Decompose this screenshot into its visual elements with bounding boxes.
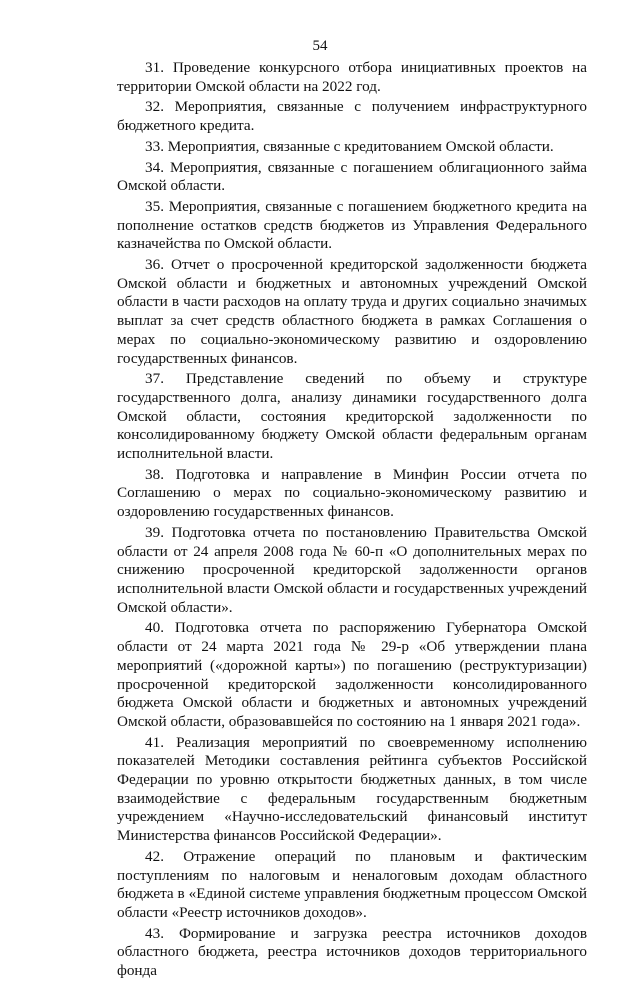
paragraph-33: 33. Мероприятия, связанные с кредитованием Омской области. — [145, 137, 554, 155]
paragraph-38: 38. Подготовка и направление в Минфин России отчета по Соглашению о мерах по социально-экономическому развитию и оздоровлению государственных финансов. — [117, 465, 587, 521]
paragraph-34: 34. Мероприятия, связанные с погашением облигационного займа Омской области. — [117, 158, 587, 195]
paragraph-36: 36. Отчет о просроченной кредиторской задолженности бюджета Омской области и бюджетных и автономных учреждений Омской области в части расходов на оплату труда и других социально значимых выплат за счет средств областного бюджета в рамках Соглашения о мерах по социально-экономическому развитию и оздоровлению государственных финансов. — [117, 256, 587, 367]
page-number: 54 — [312, 38, 328, 54]
paragraph-40: 40. Подготовка отчета по распоряжению Губернатора Омской области от 24 марта 2021 года № 29-р «Об утверждении плана мероприятий («дорожной карты») по погашению (реструктуризации) просроченной кредиторской задолженности консолидированного бюджета Омской области и бюджетных и автономных учреждений Омской области, образовавшейся по состоянию на 1 января 2021 года». — [117, 619, 587, 730]
paragraph-35: 35. Мероприятия, связанные с погашением бюджетного кредита на пополнение остатков средств бюджетов из Управления Федерального казначейства по Омской области. — [117, 197, 587, 253]
document-body — [117, 59, 587, 983]
paragraph-41: 41. Реализация мероприятий по своевременному исполнению показателей Методики составления рейтинга субъектов Российской Федерации по уровню открытости бюджетных данных, в том числе взаимодействие с федеральным государственным бюджетным учреждением «Научно-исследовательский финансовый институт Министерства финансов Российской Федерации». — [117, 733, 587, 845]
paragraph-42: 42. Отражение операций по плановым и фактическим поступлениям по налоговым и неналоговым доходам областного бюджета в «Единой системе управления бюджетным процессом Омской области «Реестр источников доходов». — [117, 847, 587, 921]
paragraph-43: 43. Формирование и загрузка реестра источников доходов областного бюджета, реестра источников доходов территориального фонда — [117, 924, 587, 980]
paragraph-39: 39. Подготовка отчета по постановлению Правительства Омской области от 24 апреля 2008 года № 60-п «О дополнительных мерах по снижению просроченной кредиторской задолженности органов исполнительной власти Омской области и государственных учреждений Омской области». — [117, 523, 587, 616]
paragraph-31: 31. Проведение конкурсного отбора инициативных проектов на территории Омской области на 2022 год. — [117, 59, 587, 95]
paragraph-32: 32. Мероприятия, связанные с получением инфраструктурного бюджетного кредита. — [117, 98, 587, 135]
paragraph-37: 37. Представление сведений по объему и структуре государственного долга, анализу динамики государственного долга Омской области, состояния кредиторской задолженности по консолидированному бюджету Омской области федеральным органам исполнительной власти. — [117, 370, 587, 463]
